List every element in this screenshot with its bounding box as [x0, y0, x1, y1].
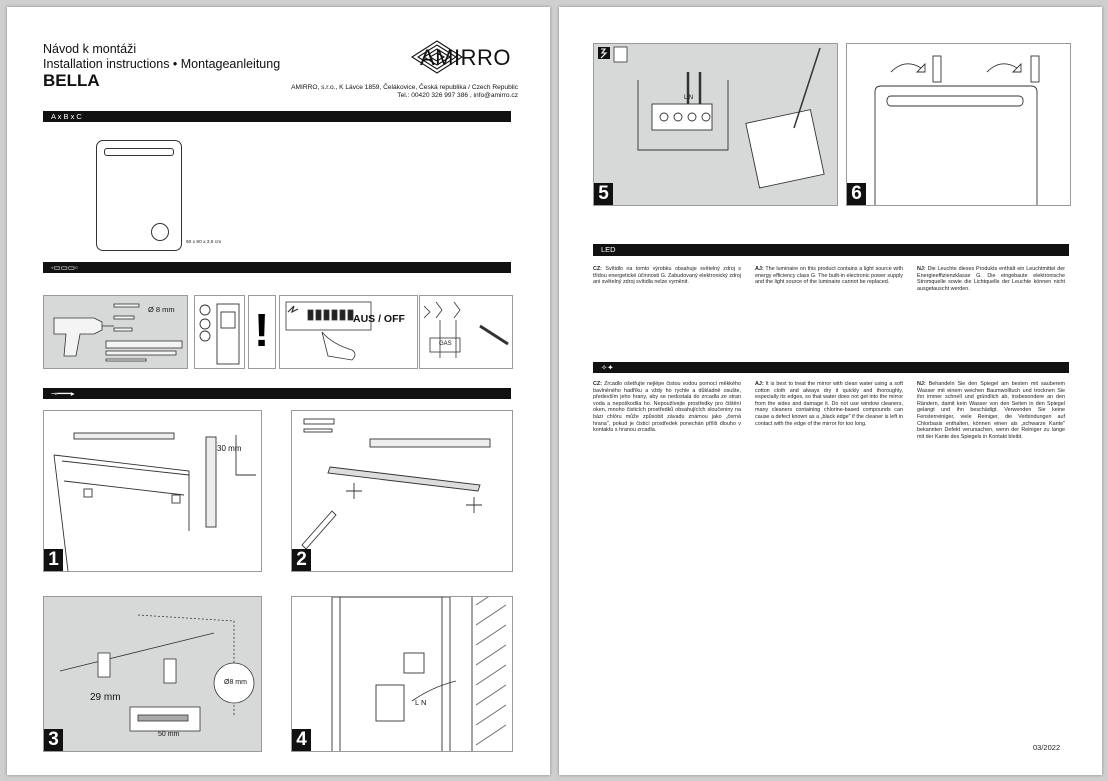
brand-name: AMIRRO [420, 45, 511, 70]
care-aj-label: AJ: [755, 381, 764, 387]
revision-date: 03/2022 [1033, 743, 1061, 752]
company-address [291, 84, 518, 100]
step-5-panel [593, 43, 838, 206]
led-aj-text: The luminaire on this product contains a light source with energy efficiency class G. The built-in electronic power supply and the light source of the luminaire cannot be replaced. [755, 266, 903, 286]
step-3-bit: Ø8 mm [224, 679, 247, 686]
care-nj-text: Behandeln Sie den Spiegel am besten mit sauberem Wasser mit einem weichen Baumwolltuch und trocknen Sie ihn immer schnell und gründlich ab, insbesondere an den Rändern, damit kein Wasser von den Seiten in den Spiegel gelangt und ihn beschädigt. Verwenden Sie keine Fensterreiniger, viele Reiniger, die Verbindungen auf Chlorbasis enthalten, können einen als „schwarze Kante" bekannten Defekt verursachen, wenn der Reiniger zu lange mit der Kante des Spiegels in Kontakt bleibt. [917, 381, 1065, 440]
title-block [43, 42, 280, 91]
step-3-number: 3 [44, 729, 63, 751]
dimensions-heading: A x B x C [51, 112, 82, 121]
led-nj-text: Die Leuchte dieses Produkts enthält ein Leuchtmittel der Energieeffizienzklasse G. Die eingebaute elektronische Stromquelle sowie die Lichtquelle der Leuchte können nicht ausgetauscht werden. [917, 266, 1065, 292]
step-4-number: 4 [292, 729, 311, 751]
section-bar-steps [43, 388, 511, 399]
step-5-number: 5 [594, 183, 613, 205]
care-cz-label: CZ: [593, 381, 602, 387]
led-heading: LED [601, 245, 616, 254]
led-strip [104, 148, 174, 156]
step-1-measure: 30 mm [217, 444, 242, 453]
care-text-en [755, 381, 903, 427]
led-text-en [755, 266, 903, 286]
step-4-panel [291, 596, 513, 752]
cleaning-icon: ✧✦ [601, 363, 614, 372]
drill-bit-label: Ø 8 mm [148, 305, 175, 314]
step-3-gap: 29 mm [90, 692, 121, 703]
led-text-cz [593, 266, 741, 286]
step-1-illustration [44, 411, 261, 571]
socket-panel [194, 295, 245, 369]
step-2-illustration [292, 411, 512, 571]
manual-page-2 [559, 7, 1102, 775]
warning-panel [248, 295, 276, 369]
care-nj-label: NJ: [917, 381, 926, 387]
section-bar-tools [43, 262, 511, 273]
gas-label: GAS [439, 341, 452, 347]
contact-line: Tel.: 00420 326 997 386 , info@amirro.cz [397, 92, 518, 99]
led-text-de [917, 266, 1065, 292]
power-off-panel [279, 295, 418, 369]
step-6-illustration [847, 44, 1070, 205]
care-cz-text: Zrcadlo ošetřujte nejlépe čistou vodou pomocí měkkého bavlněného hadříku a vždy ho rychle a důkladně osušte, především jeho hrany, aby se nedostala do zrcadla ze stran voda a nepoškodila ho. Nepoužívejte prostředky pro čištění oken, mnoho čisticích prostředků obsahujících sloučeniny na bázi chlóru může způsobit závadu známou jako „černá hrana", pokud je čisticí prostředek ponechán příliš dlouho v kontaktu s hranou zrcadla. [593, 381, 741, 434]
step-5-illustration [594, 44, 837, 205]
touch-sensor-icon [151, 223, 169, 241]
led-nj-label: NJ: [917, 266, 926, 272]
detector-panel [419, 295, 513, 369]
dimensions-note: 60 x 80 x 3,5 cm [186, 240, 222, 245]
mirror-outline [96, 140, 182, 251]
care-text-de [917, 381, 1065, 440]
step-6-number: 6 [847, 183, 866, 205]
led-aj-label: AJ: [755, 266, 764, 272]
breaker-box-icon [280, 296, 417, 368]
led-cz-text: Svítidlo na tomto výrobku obsahuje světelný zdroj s třídou energetické účinnosti G. Zabudovaný elektronický zdroj ani světelný zdroj svítidla nelze vyměnit. [593, 266, 741, 286]
step-1-number: 1 [44, 549, 63, 571]
step-3-depth: 50 mm [158, 731, 180, 738]
address-line: AMIRRO, s.r.o., K Lávce 1859, Čelákovice, Česká republika / Czech Republic [291, 84, 518, 91]
model-name: BELLA [43, 71, 100, 90]
step-4-wires: L N [415, 698, 427, 707]
step-6-panel [846, 43, 1071, 206]
step-2-panel [291, 410, 513, 572]
drill-bar-icon: ⊸━━━▸ [51, 389, 75, 398]
tools-panel [43, 295, 188, 369]
section-bar-dimensions [43, 111, 511, 122]
led-cz-label: CZ: [593, 266, 602, 272]
section-bar-led [593, 244, 1069, 256]
step-4-illustration [292, 597, 512, 751]
step-3-panel [43, 596, 262, 752]
pipe-detector-icon [420, 296, 512, 368]
step-1-panel [43, 410, 262, 572]
step-5-wires: L N [684, 95, 694, 101]
title-cs: Návod k montáži [43, 42, 137, 56]
step-3-illustration [44, 597, 261, 751]
care-aj-text: It is best to treat the mirror with clean water using a soft cotton cloth and always dry it quickly and thoroughly, especially its edges, so that water does not get into the mirror from the sides and damage it. Do not use window cleaners, many cleaners containing chlorine-based compounds can cause a defect known as a „black edge" if the cleaner is left in contact with the edge of the mirror for too long. [755, 381, 903, 427]
step-2-number: 2 [292, 549, 311, 571]
manual-page-1 [7, 7, 550, 775]
title-en-de: Installation instructions • Montageanleitung [43, 56, 281, 71]
socket-icon [195, 296, 244, 368]
care-text-cz [593, 381, 741, 434]
aus-off-label: AUS / OFF [353, 313, 405, 325]
screwdriver-bar-icon: ◦▭▭▭▫ [51, 263, 78, 272]
exclamation-icon: ! [254, 304, 270, 356]
section-bar-care [593, 362, 1069, 373]
